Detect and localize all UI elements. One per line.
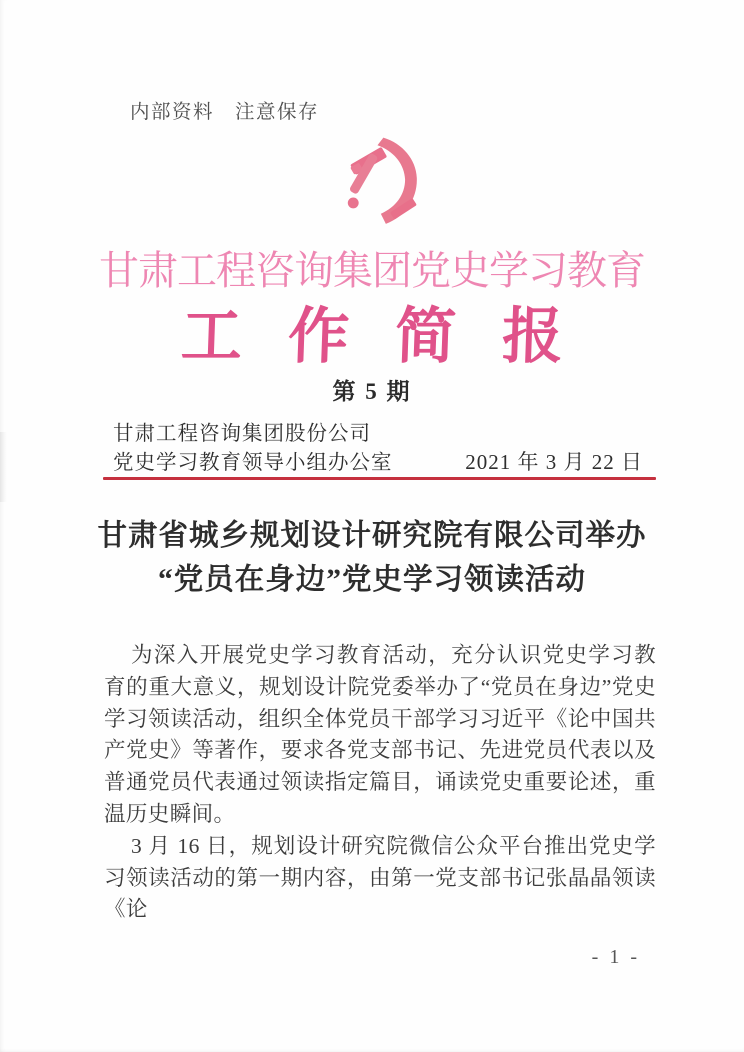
body-paragraph-2: 3 月 16 日，规划设计研究院微信公众平台推出党史学习领读活动的第一期内容，由第一党支部书记张晶晶领读《论: [104, 833, 656, 922]
header-note: 内部资料 注意保存: [130, 101, 320, 123]
party-emblem-icon: [338, 136, 422, 228]
bulletin-title: 工作简报: [179, 304, 611, 371]
scan-artifact: [0, 432, 7, 502]
issue-number: 第 5 期: [332, 379, 412, 404]
divider-rule: [103, 477, 656, 480]
masthead-title: 甘肃工程咨询集团党史学习教育: [99, 248, 645, 293]
article-body: [104, 640, 656, 926]
issue-date: 2021 年 3 月 22 日: [465, 450, 643, 474]
body-paragraph-1: 为深入开展党史学习教育活动，充分认识党史学习教育的重大意义，规划设计院党委举办了“党员在身边”党史学习领读活动，组织全体党员干部学习习近平《论中国共产党史》等著作，要求各党支部书记、先进党员代表以及普通党员代表通过领读指定篇目，诵读党史重要论述，重温历史瞬间。: [104, 643, 656, 826]
page-number: - 1 -: [591, 946, 640, 968]
issuer-block: [113, 420, 393, 477]
article-title-line-1: 甘肃省城乡规划设计研究院有限公司举办: [97, 520, 647, 552]
meta-row: [113, 420, 643, 477]
issuer-line-1: 甘肃工程咨询集团股份公司: [113, 423, 371, 445]
article-title: [0, 514, 744, 602]
issuer-line-2: 党史学习教育领导小组办公室: [113, 451, 393, 474]
article-title-line-2: “党员在身边”党史学习领读活动: [157, 564, 586, 596]
